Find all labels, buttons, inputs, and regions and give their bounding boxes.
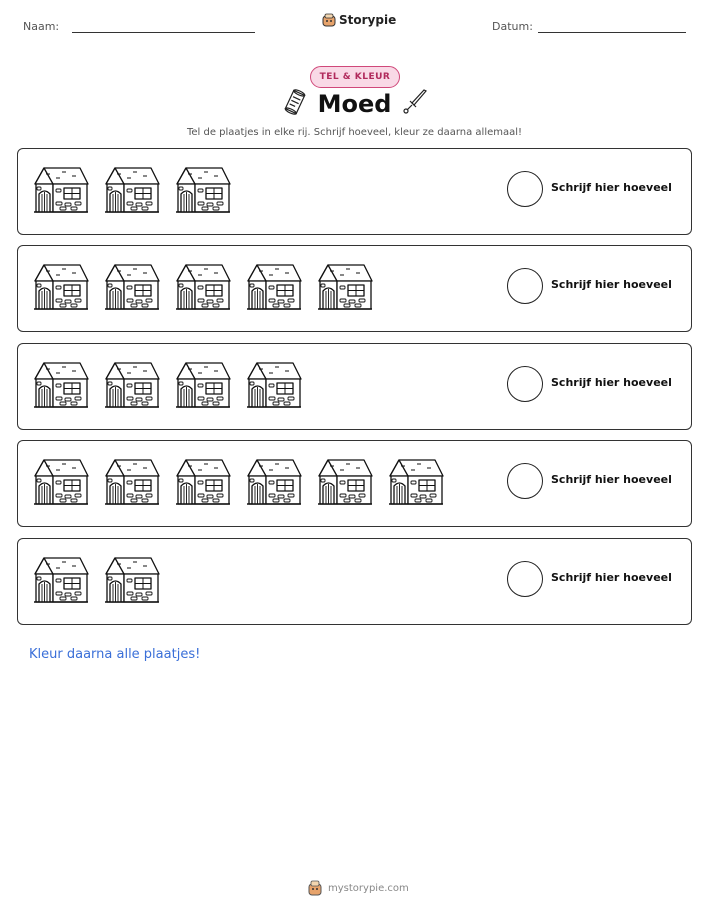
house-icon (103, 261, 161, 313)
name-line[interactable] (72, 32, 255, 33)
house-icon (316, 261, 374, 313)
answer-label: Schrijf hier hoeveel (551, 571, 672, 584)
house-icon (245, 456, 303, 508)
answer-circle[interactable] (507, 171, 543, 207)
footer-url: mystorypie.com (328, 882, 409, 894)
house-icon (103, 164, 161, 216)
house-group (32, 456, 458, 508)
name-label: Naam: (23, 20, 60, 33)
house-icon (32, 359, 90, 411)
brand-name: Storypie (339, 13, 397, 27)
house-icon (245, 359, 303, 411)
date-label: Datum: (492, 20, 533, 33)
house-icon (103, 456, 161, 508)
sword-icon (402, 88, 430, 118)
pie-mascot-icon (308, 880, 322, 896)
answer-label: Schrijf hier hoeveel (551, 473, 672, 486)
answer-circle[interactable] (507, 463, 543, 499)
activity-badge: TEL & KLEUR (310, 66, 400, 88)
pie-mascot-icon (322, 13, 336, 27)
page-title: Moed (317, 90, 392, 118)
house-icon (32, 164, 90, 216)
house-icon (316, 456, 374, 508)
house-icon (174, 359, 232, 411)
footer-note: Kleur daarna alle plaatjes! (29, 647, 201, 662)
house-icon (387, 456, 445, 508)
house-icon (32, 261, 90, 313)
house-icon (245, 261, 303, 313)
answer-label: Schrijf hier hoeveel (551, 278, 672, 291)
footer-brand (308, 880, 409, 896)
count-row (17, 538, 692, 625)
count-row (17, 245, 692, 332)
house-group (32, 261, 387, 313)
date-line[interactable] (538, 32, 686, 33)
house-icon (174, 456, 232, 508)
house-group (32, 164, 245, 216)
answer-circle[interactable] (507, 366, 543, 402)
count-row (17, 440, 692, 527)
count-row (17, 343, 692, 430)
house-icon (32, 456, 90, 508)
house-group (32, 554, 174, 606)
answer-circle[interactable] (507, 268, 543, 304)
house-group (32, 359, 316, 411)
count-row (17, 148, 692, 235)
answer-label: Schrijf hier hoeveel (551, 181, 672, 194)
house-icon (174, 261, 232, 313)
instructions: Tel de plaatjes in elke rij. Schrijf hoeveel, kleur ze daarna allemaal! (186, 127, 523, 138)
house-icon (103, 554, 161, 606)
house-icon (103, 359, 161, 411)
answer-circle[interactable] (507, 561, 543, 597)
house-icon (174, 164, 232, 216)
brand-logo (322, 13, 396, 27)
answer-label: Schrijf hier hoeveel (551, 376, 672, 389)
house-icon (32, 554, 90, 606)
